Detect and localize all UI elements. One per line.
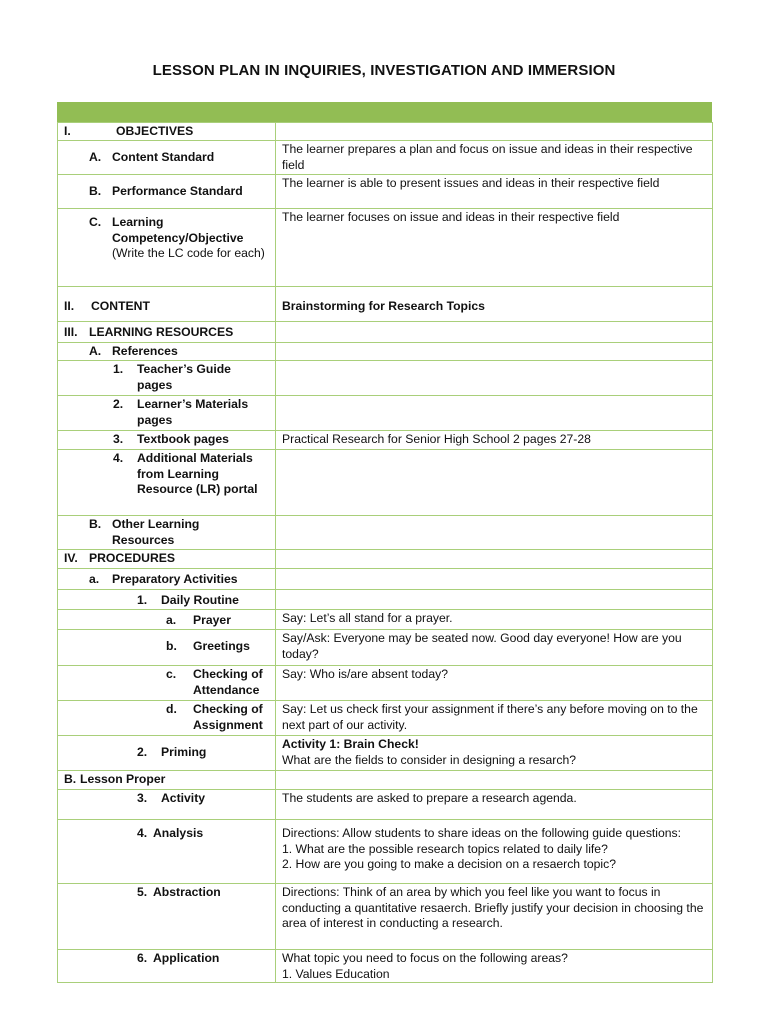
row-value: Directions: Think of an area by which you feel like you want to focus in conducting a quantitative resaerch. Briefly justify your decision in choosing the area of interest in conducting a research. [276, 884, 713, 950]
row-value [276, 516, 713, 550]
row-value: Directions: Allow students to share ideas on the following guide questions: 1. What are the possible research topics related to daily life? 2. How are you going to make a decision on a resaerch topic? [276, 820, 713, 884]
row-label-note: (Write the LC code for each) [112, 246, 265, 260]
row-value: Say: Let’s all stand for a prayer. [276, 610, 713, 630]
table-row: b. Greetings Say/Ask: Everyone may be seated now. Good day everyone! How are you today? [58, 630, 713, 666]
row-label: Other Learning Resources [112, 517, 200, 547]
table-row: 4. Additional Materials from Learning Resource (LR) portal [58, 450, 713, 516]
table-row: 4. Analysis Directions: Allow students to share ideas on the following guide questions: 1. What are the possible research topics related to daily life? 2. How are you going to make a decision on a resaerch topic? [58, 820, 713, 884]
table-row: III. LEARNING RESOURCES [58, 322, 713, 343]
row-value: Activity 1: Brain Check! What are the fields to consider in designing a resarch? [276, 736, 713, 771]
row-label: Additional Materials from Learning Resource (LR) portal [137, 451, 258, 496]
row-label: Content Standard [112, 150, 215, 164]
row-label: CONTENT [91, 299, 150, 313]
row-label: Activity [161, 791, 206, 805]
row-value: Practical Research for Senior High School 2 pages 27-28 [276, 431, 713, 450]
table-header-bar [57, 102, 712, 122]
row-value [276, 123, 713, 141]
row-label: Teacher’s Guide pages [137, 362, 231, 392]
row-label: Checking of Assignment [193, 702, 263, 732]
row-label: LEARNING RESOURCES [89, 325, 234, 339]
table-row: IV. PROCEDURES [58, 550, 713, 569]
table-row: a. Preparatory Activities [58, 569, 713, 590]
row-value [276, 450, 713, 516]
table-row: C. Learning Competency/Objective (Write the LC code for each) The learner focuses on issue and ideas in their respective field [58, 209, 713, 287]
row-label: Prayer [193, 613, 231, 627]
row-label: Daily Routine [161, 593, 239, 607]
table-row: A. References [58, 343, 713, 361]
row-label: Priming [161, 745, 207, 759]
row-label: Checking of Attendance [193, 667, 263, 697]
table-row: 5. Abstraction Directions: Think of an area by which you feel like you want to focus in conducting a quantitative resaerch. Briefly justify your decision in choosing the area of interest in conducting a research. [58, 884, 713, 950]
row-label: Textbook pages [137, 432, 229, 446]
row-label: Application [153, 951, 220, 965]
table-row: B. Other Learning Resources [58, 516, 713, 550]
row-value: Say/Ask: Everyone may be seated now. Good day everyone! How are you today? [276, 630, 713, 666]
table-row: B. Performance Standard The learner is able to present issues and ideas in their respective field [58, 175, 713, 209]
row-value: The learner focuses on issue and ideas in their respective field [276, 209, 713, 287]
table-row: 3. Textbook pages Practical Research for Senior High School 2 pages 27-28 [58, 431, 713, 450]
row-label: Greetings [193, 639, 250, 653]
row-label: References [112, 344, 178, 358]
row-value: Say: Who is/are absent today? [276, 666, 713, 701]
table-row: 2. Learner’s Materials pages [58, 396, 713, 431]
row-value: The learner is able to present issues and ideas in their respective field [276, 175, 713, 209]
row-value [276, 550, 713, 569]
table-row: 1. Teacher’s Guide pages [58, 361, 713, 396]
table-row: I. OBJECTIVES [58, 123, 713, 141]
row-value: Say: Let us check first your assignment if there’s any before moving on to the next part of our activity. [276, 701, 713, 736]
row-label: Abstraction [153, 885, 221, 899]
row-label: Analysis [153, 826, 204, 840]
row-value [276, 396, 713, 431]
table-row: 1. Daily Routine [58, 590, 713, 610]
row-label: Lesson Proper [80, 772, 166, 786]
row-value [276, 361, 713, 396]
table-row: B. Lesson Proper [58, 771, 713, 790]
table-row: d. Checking of Assignment Say: Let us check first your assignment if there’s any before moving on to the next part of our activity. [58, 701, 713, 736]
row-value [276, 771, 713, 790]
row-value: The students are asked to prepare a research agenda. [276, 790, 713, 820]
row-value [276, 590, 713, 610]
row-label: Preparatory Activities [112, 572, 238, 586]
row-value [276, 343, 713, 361]
lesson-plan-table [57, 122, 713, 983]
table-row: 6. Application What topic you need to focus on the following areas? 1. Values Education [58, 950, 713, 983]
activity-title: Activity 1: Brain Check! [282, 737, 419, 751]
row-value: The learner prepares a plan and focus on issue and ideas in their respective field [276, 141, 713, 175]
table-row: c. Checking of Attendance Say: Who is/are absent today? [58, 666, 713, 701]
row-value: What topic you need to focus on the following areas? 1. Values Education [276, 950, 713, 983]
row-value [276, 569, 713, 590]
row-label: Performance Standard [112, 184, 243, 198]
row-value: Brainstorming for Research Topics [276, 287, 713, 322]
table-row: 2. Priming Activity 1: Brain Check! What are the fields to consider in designing a resarch? [58, 736, 713, 771]
table-row: A. Content Standard The learner prepares a plan and focus on issue and ideas in their respective field [58, 141, 713, 175]
table-row: II. CONTENT Brainstorming for Research Topics [58, 287, 713, 322]
row-value [276, 322, 713, 343]
row-label: Learning Competency/Objective [112, 215, 244, 245]
row-label: PROCEDURES [89, 551, 176, 565]
row-label: Learner’s Materials pages [137, 397, 249, 427]
page-title: LESSON PLAN IN INQUIRIES, INVESTIGATION AND IMMERSION [152, 62, 616, 79]
table-row: a. Prayer Say: Let’s all stand for a prayer. [58, 610, 713, 630]
table-row: 3. Activity The students are asked to prepare a research agenda. [58, 790, 713, 820]
row-label: OBJECTIVES [116, 124, 194, 138]
